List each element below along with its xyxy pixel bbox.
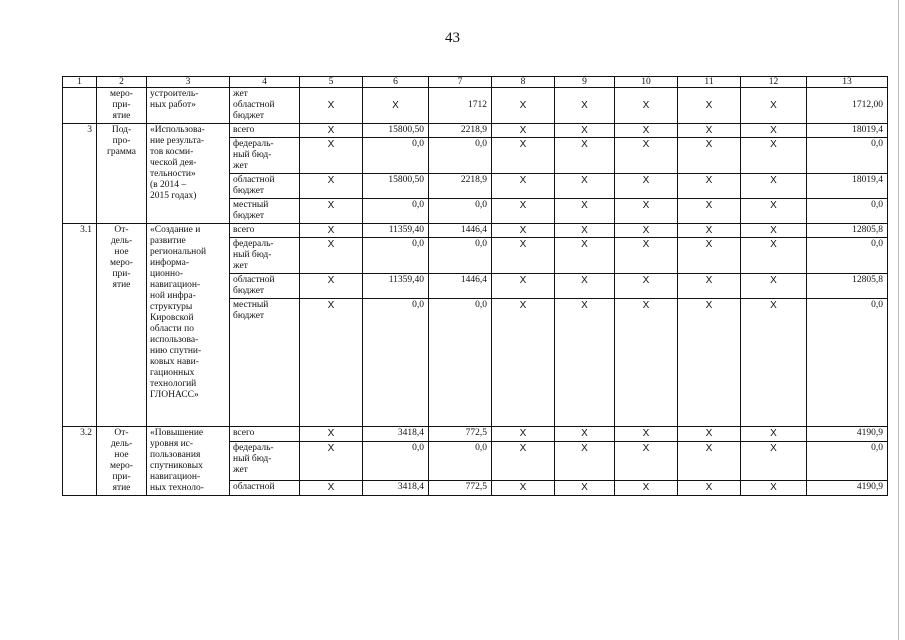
- cell-col-9: Х: [555, 199, 615, 224]
- cell-source: всего: [230, 124, 300, 138]
- cell-name: «Создание и развитие региональной информа- ционно- навигацион- ной инфра- структуры Кировской области по использова- нию спутни- ковых нави- гационных технологий ГЛОНАСС»: [147, 224, 230, 427]
- cell-col-11: Х: [678, 199, 741, 224]
- column-header-6: 6: [363, 77, 429, 88]
- cell-col-11: Х: [678, 274, 741, 299]
- cell-col-5: Х: [300, 88, 363, 124]
- cell-col-6: 15800,50: [363, 174, 429, 199]
- cell-col-10: Х: [615, 480, 678, 495]
- table-row: [63, 224, 888, 238]
- cell-col-8: Х: [492, 224, 555, 238]
- cell-col-5: Х: [300, 174, 363, 199]
- cell-source: областной бюджет: [230, 274, 300, 299]
- cell-col-6: 3418,4: [363, 480, 429, 495]
- column-header-12: 12: [741, 77, 807, 88]
- cell-col-9: Х: [555, 124, 615, 138]
- cell-source: всего: [230, 224, 300, 238]
- cell-number: [63, 88, 97, 124]
- cell-col-10: Х: [615, 224, 678, 238]
- table-row: [63, 427, 888, 442]
- cell-col-8: Х: [492, 199, 555, 224]
- cell-source: федераль- ный бюд- жет: [230, 138, 300, 174]
- cell-col-10: Х: [615, 442, 678, 481]
- cell-col-8: Х: [492, 427, 555, 442]
- cell-col-10: Х: [615, 299, 678, 427]
- cell-col-7: 0,0: [429, 299, 492, 427]
- cell-name: «Использова- ние результа- тов косми- ческой дея- тельности» (в 2014 – 2015 годах): [147, 124, 230, 224]
- cell-col-11: Х: [678, 88, 741, 124]
- cell-col-6: 11359,40: [363, 274, 429, 299]
- cell-col-12: Х: [741, 480, 807, 495]
- cell-col-5: Х: [300, 224, 363, 238]
- table-row: [63, 124, 888, 138]
- cell-col-13: 0,0: [807, 299, 888, 427]
- cell-col-7: 0,0: [429, 442, 492, 481]
- cell-col-11: Х: [678, 299, 741, 427]
- column-header-11: 11: [678, 77, 741, 88]
- cell-col-12: Х: [741, 138, 807, 174]
- table-row: [63, 88, 888, 124]
- cell-col-13: 4190,9: [807, 427, 888, 442]
- column-header-5: 5: [300, 77, 363, 88]
- cell-type: От- дель- ное меро- при- ятие: [97, 224, 147, 427]
- column-header-1: 1: [63, 77, 97, 88]
- cell-col-10: Х: [615, 199, 678, 224]
- column-header-8: 8: [492, 77, 555, 88]
- cell-col-13: 0,0: [807, 138, 888, 174]
- cell-source: местный бюджет: [230, 299, 300, 427]
- cell-col-7: 1446,4: [429, 224, 492, 238]
- cell-type: меро- при- ятие: [97, 88, 147, 124]
- cell-col-5: Х: [300, 238, 363, 274]
- cell-col-7: 0,0: [429, 199, 492, 224]
- cell-number: 3.2: [63, 427, 97, 496]
- cell-col-5: Х: [300, 442, 363, 481]
- cell-col-8: Х: [492, 174, 555, 199]
- cell-col-12: Х: [741, 224, 807, 238]
- source-tail: жет: [233, 89, 248, 99]
- cell-col-12: Х: [741, 88, 807, 124]
- cell-col-9: Х: [555, 238, 615, 274]
- cell-col-10: Х: [615, 274, 678, 299]
- cell-col-13: 18019,4: [807, 174, 888, 199]
- column-header-2: 2: [97, 77, 147, 88]
- cell-col-10: Х: [615, 124, 678, 138]
- cell-col-11: Х: [678, 480, 741, 495]
- column-header-4: 4: [230, 77, 300, 88]
- cell-col-9: Х: [555, 174, 615, 199]
- header-row: [63, 77, 888, 88]
- cell-col-12: Х: [741, 274, 807, 299]
- cell-col-12: Х: [741, 238, 807, 274]
- cell-col-5: Х: [300, 199, 363, 224]
- cell-col-7: 0,0: [429, 138, 492, 174]
- source-main: областной бюджет: [233, 100, 275, 121]
- cell-col-7: 1712: [429, 88, 492, 124]
- cell-col-6: 0,0: [363, 238, 429, 274]
- cell-name: устроитель- ных работ»: [147, 88, 230, 124]
- cell-col-5: Х: [300, 427, 363, 442]
- cell-col-12: Х: [741, 174, 807, 199]
- cell-col-13: 1712,00: [807, 88, 888, 124]
- cell-col-11: Х: [678, 238, 741, 274]
- cell-col-13: 12805,8: [807, 224, 888, 238]
- cell-name: «Повышение уровня ис- пользования спутниковых навигацион- ных техноло-: [147, 427, 230, 496]
- cell-col-7: 772,5: [429, 480, 492, 495]
- cell-col-12: Х: [741, 199, 807, 224]
- cell-col-13: 0,0: [807, 199, 888, 224]
- cell-col-10: Х: [615, 138, 678, 174]
- cell-col-13: 0,0: [807, 442, 888, 481]
- cell-col-9: Х: [555, 224, 615, 238]
- cell-col-13: 18019,4: [807, 124, 888, 138]
- cell-col-9: Х: [555, 88, 615, 124]
- cell-col-7: 772,5: [429, 427, 492, 442]
- cell-col-8: Х: [492, 88, 555, 124]
- cell-source: всего: [230, 427, 300, 442]
- cell-col-11: Х: [678, 138, 741, 174]
- column-header-7: 7: [429, 77, 492, 88]
- cell-col-13: 4190,9: [807, 480, 888, 495]
- cell-col-12: Х: [741, 442, 807, 481]
- cell-col-7: 2218,9: [429, 174, 492, 199]
- cell-col-9: Х: [555, 480, 615, 495]
- column-header-9: 9: [555, 77, 615, 88]
- cell-col-5: Х: [300, 480, 363, 495]
- cell-type: Под- про- грамма: [97, 124, 147, 224]
- cell-type: От- дель- ное меро- при- ятие: [97, 427, 147, 496]
- cell-col-7: 2218,9: [429, 124, 492, 138]
- cell-number: 3: [63, 124, 97, 224]
- column-header-13: 13: [807, 77, 888, 88]
- cell-col-5: Х: [300, 299, 363, 427]
- column-header-10: 10: [615, 77, 678, 88]
- cell-col-6: 15800,50: [363, 124, 429, 138]
- column-header-3: 3: [147, 77, 230, 88]
- cell-source: местный бюджет: [230, 199, 300, 224]
- cell-col-8: Х: [492, 124, 555, 138]
- cell-col-11: Х: [678, 427, 741, 442]
- cell-col-5: Х: [300, 274, 363, 299]
- budget-table: [62, 76, 888, 496]
- cell-col-10: Х: [615, 88, 678, 124]
- cell-col-5: Х: [300, 124, 363, 138]
- cell-col-7: 0,0: [429, 238, 492, 274]
- cell-col-6: 0,0: [363, 442, 429, 481]
- cell-col-12: Х: [741, 299, 807, 427]
- cell-col-12: Х: [741, 427, 807, 442]
- cell-col-7: 1446,4: [429, 274, 492, 299]
- cell-source: [230, 88, 300, 124]
- cell-source: областной бюджет: [230, 174, 300, 199]
- cell-col-13: 12805,8: [807, 274, 888, 299]
- cell-source: федераль- ный бюд- жет: [230, 238, 300, 274]
- cell-number: 3.1: [63, 224, 97, 427]
- cell-col-8: Х: [492, 442, 555, 481]
- cell-col-10: Х: [615, 238, 678, 274]
- cell-source: областной: [230, 480, 300, 495]
- cell-col-8: Х: [492, 480, 555, 495]
- cell-col-6: 0,0: [363, 138, 429, 174]
- cell-col-8: Х: [492, 274, 555, 299]
- cell-col-9: Х: [555, 427, 615, 442]
- cell-col-8: Х: [492, 299, 555, 427]
- cell-col-6: Х: [363, 88, 429, 124]
- cell-col-11: Х: [678, 174, 741, 199]
- cell-source: федераль- ный бюд- жет: [230, 442, 300, 481]
- cell-col-11: Х: [678, 442, 741, 481]
- cell-col-9: Х: [555, 138, 615, 174]
- cell-col-8: Х: [492, 238, 555, 274]
- cell-col-11: Х: [678, 224, 741, 238]
- cell-col-13: 0,0: [807, 238, 888, 274]
- cell-col-9: Х: [555, 274, 615, 299]
- cell-col-10: Х: [615, 427, 678, 442]
- cell-col-11: Х: [678, 124, 741, 138]
- cell-col-8: Х: [492, 138, 555, 174]
- cell-col-10: Х: [615, 174, 678, 199]
- scan-edge-line: [898, 0, 899, 640]
- cell-col-12: Х: [741, 124, 807, 138]
- cell-col-9: Х: [555, 442, 615, 481]
- cell-col-9: Х: [555, 299, 615, 427]
- cell-col-6: 3418,4: [363, 427, 429, 442]
- cell-col-6: 0,0: [363, 299, 429, 427]
- cell-col-6: 11359,40: [363, 224, 429, 238]
- page-number: 43: [445, 30, 460, 46]
- cell-col-5: Х: [300, 138, 363, 174]
- cell-col-6: 0,0: [363, 199, 429, 224]
